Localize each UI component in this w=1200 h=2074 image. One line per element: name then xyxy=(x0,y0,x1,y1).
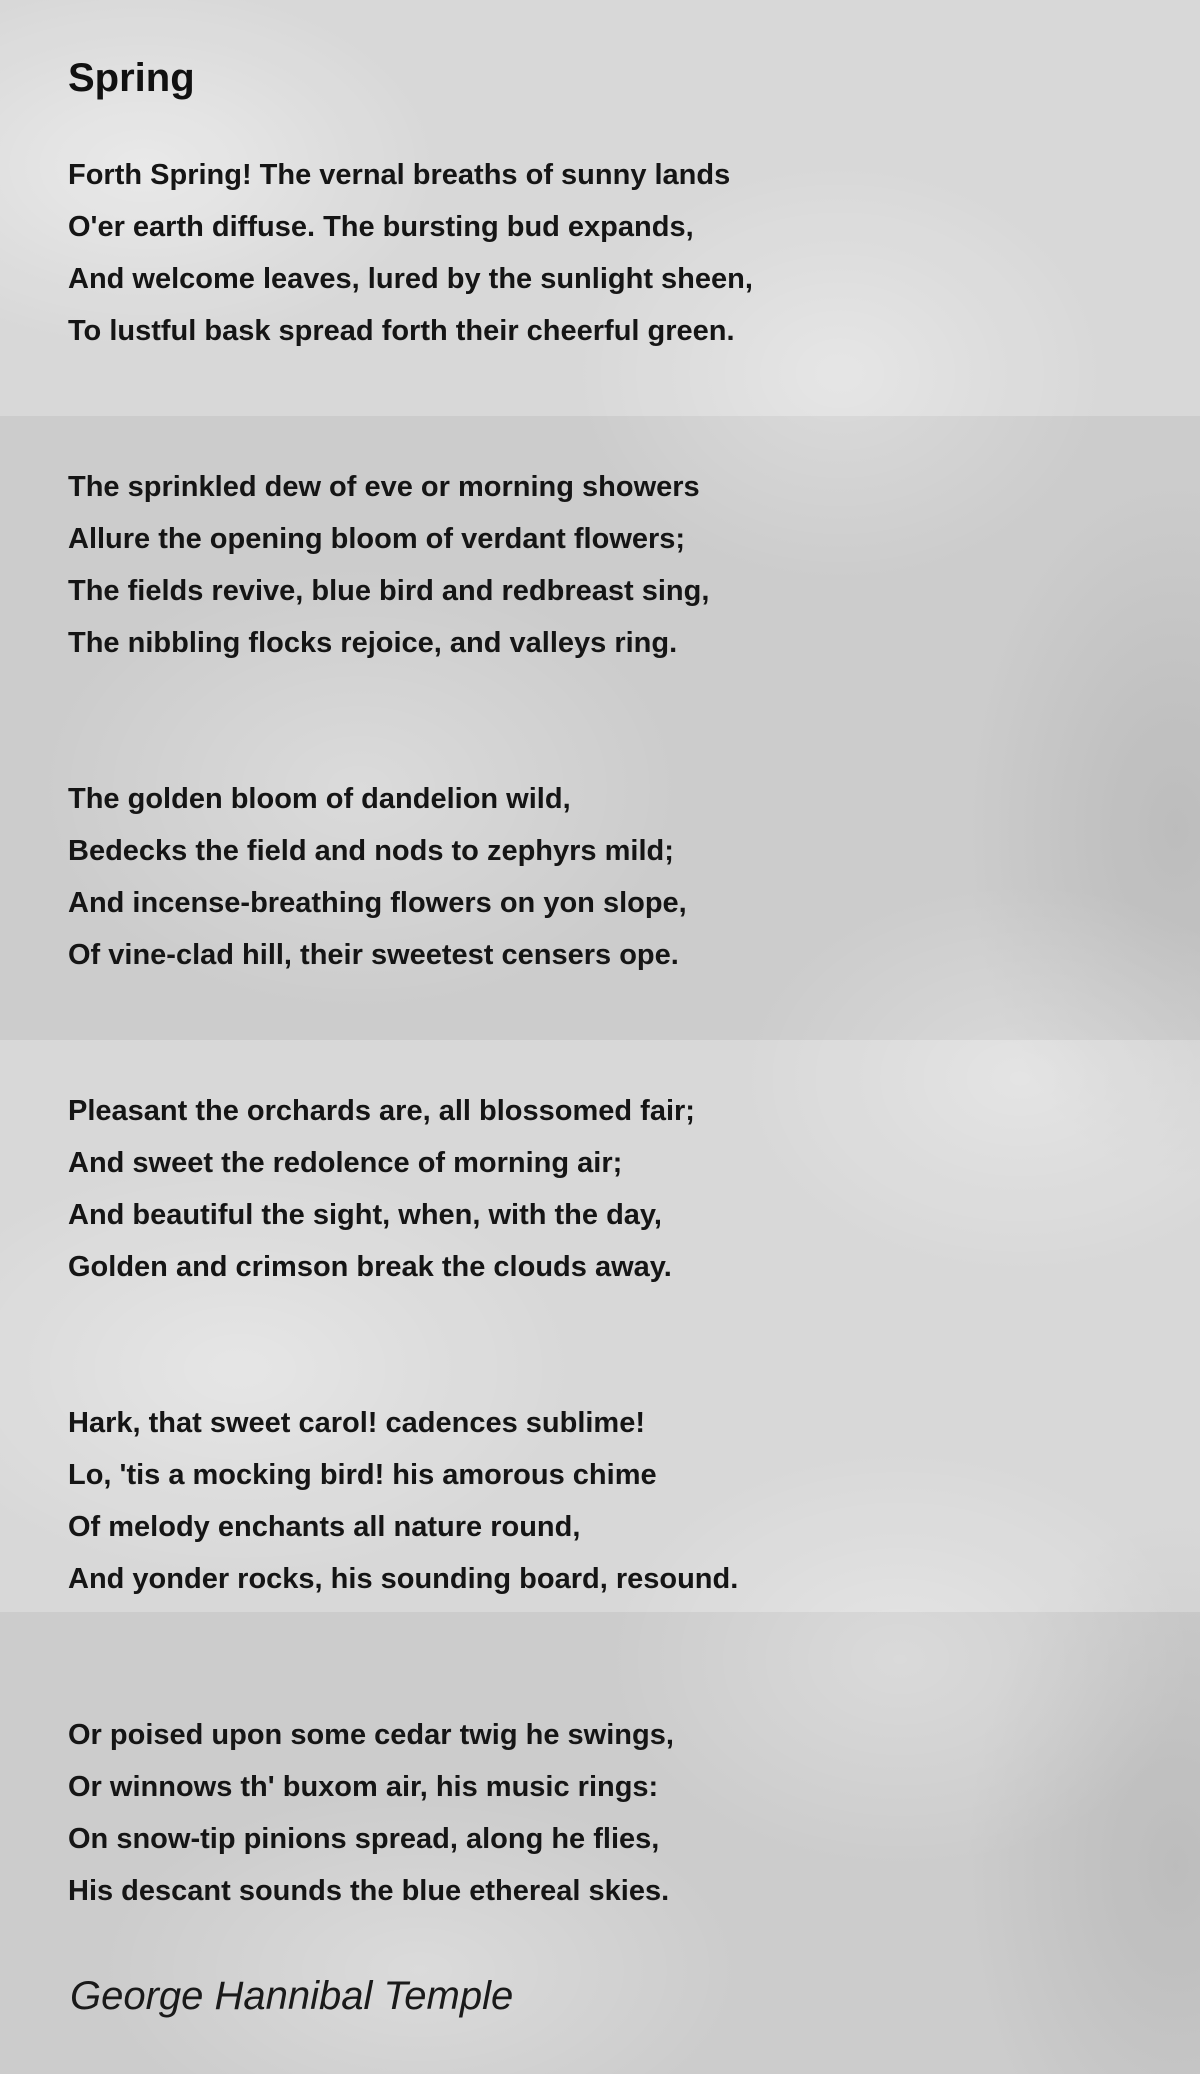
poem-line: Forth Spring! The vernal breaths of sunny lands xyxy=(68,159,731,191)
poem-line: And incense-breathing flowers on yon slope, xyxy=(68,887,687,919)
poem-line: Golden and crimson break the clouds away. xyxy=(68,1251,672,1283)
poem-line: Of melody enchants all nature round, xyxy=(68,1511,581,1543)
poem-line: Lo, 'tis a mocking bird! his amorous chime xyxy=(68,1459,657,1491)
poem-line: The golden bloom of dandelion wild, xyxy=(68,783,571,815)
poem-line: Hark, that sweet carol! cadences sublime! xyxy=(68,1407,645,1439)
poem-line: Or winnows th' buxom air, his music rings: xyxy=(68,1771,659,1803)
poem-line: Pleasant the orchards are, all blossomed fair; xyxy=(68,1095,695,1127)
poem-line: His descant sounds the blue ethereal skies. xyxy=(68,1875,670,1907)
poem-line: And sweet the redolence of morning air; xyxy=(68,1147,623,1179)
poem-line: Allure the opening bloom of verdant flowers; xyxy=(68,523,686,555)
poem-line: Or poised upon some cedar twig he swings, xyxy=(68,1719,674,1751)
stanza-4 xyxy=(68,1085,695,1293)
poem-line: And beautiful the sight, when, with the day, xyxy=(68,1199,662,1231)
stanza-2 xyxy=(68,461,709,669)
poem-line: And yonder rocks, his sounding board, resound. xyxy=(68,1563,739,1595)
poem-line: The fields revive, blue bird and redbreast sing, xyxy=(68,575,710,607)
poem-line: Bedecks the field and nods to zephyrs mild; xyxy=(68,835,674,867)
stanza-5 xyxy=(68,1397,738,1605)
stanza-1 xyxy=(68,149,753,357)
poem-line: O'er earth diffuse. The bursting bud expands, xyxy=(68,211,694,243)
poem-author: George Hannibal Temple xyxy=(70,1974,514,2018)
poem-line: To lustful bask spread forth their cheerful green. xyxy=(68,315,735,347)
stanza-6 xyxy=(68,1709,674,1917)
poem-title: Spring xyxy=(68,56,195,100)
poem-line: Of vine-clad hill, their sweetest censers ope. xyxy=(68,939,679,971)
poem-line: The nibbling flocks rejoice, and valleys ring. xyxy=(68,627,678,659)
poem-line: And welcome leaves, lured by the sunlight sheen, xyxy=(68,263,753,295)
poem-line: The sprinkled dew of eve or morning showers xyxy=(68,471,700,503)
poem-line: On snow-tip pinions spread, along he flies, xyxy=(68,1823,660,1855)
stanza-3 xyxy=(68,773,687,981)
